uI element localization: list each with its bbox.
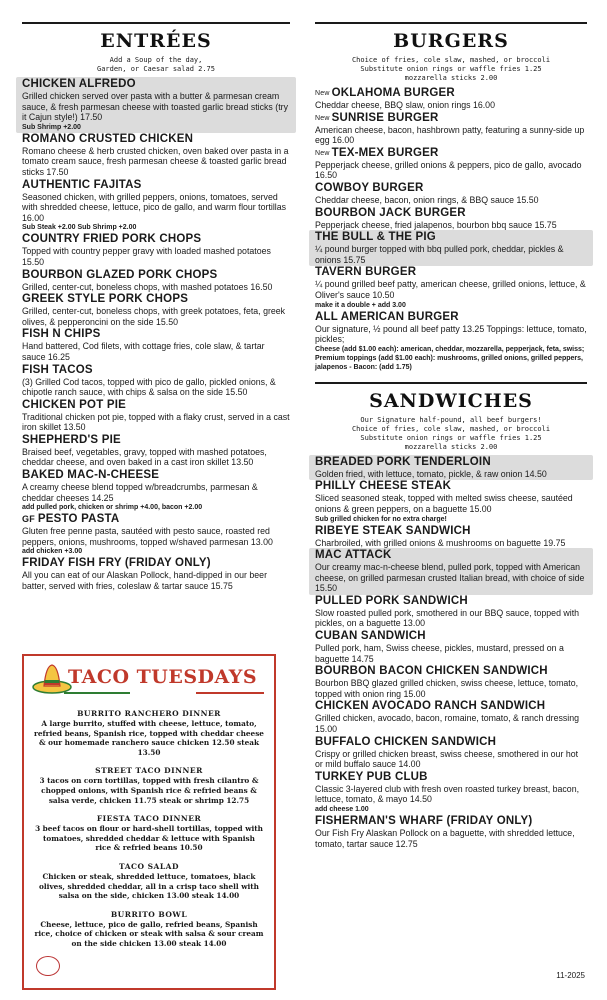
item-name-row	[22, 399, 290, 412]
menu-item	[22, 233, 290, 267]
item-name-row	[315, 266, 587, 279]
taco-menu-item	[24, 814, 274, 853]
item-description: Grilled chicken served over pasta with a butter & parmesan cream sauce, & fresh parmesan cheese with toasted garlic bread sticks (try it Cajun style!) 17.50	[22, 91, 288, 123]
item-description: American cheese, bacon, hashbrown patty, featuring a sunny-side up egg 16.00	[315, 124, 585, 146]
menu-item	[315, 771, 587, 814]
item-name-row	[22, 328, 290, 341]
menu-item	[315, 700, 587, 734]
menu-item	[22, 293, 290, 327]
taco-item-description: Chicken or steak, shredded lettuce, tomatoes, black olives, shredded cheddar, all in a crisp taco shell with salsa on the side, chicken 13.00 steak 14.00	[39, 871, 259, 901]
item-name: PHILLY CHEESE STEAK	[315, 480, 452, 493]
item-name: TAVERN BURGER	[315, 266, 417, 279]
taco-tuesdays-title: TACO TUESDAYS	[68, 666, 258, 688]
item-description: Grilled, center-cut, boneless chops, with mashed potatoes 16.50	[22, 281, 273, 292]
sandwiches-title: SANDWICHES	[369, 389, 533, 412]
taco-item-name: STREET TACO DINNER	[95, 766, 203, 776]
item-addon: Sub grilled chicken for no extra charge!	[315, 515, 447, 523]
item-name: AUTHENTIC FAJITAS	[22, 178, 142, 191]
menu-item	[315, 147, 587, 181]
item-description: Seasoned chicken, with grilled peppers, onions, tomatoes, served with shredded cheese, lettuce, pico de gallo, and warm flour tortillas 16.00	[22, 191, 287, 223]
item-name: TURKEY PUB CLUB	[315, 770, 428, 783]
item-description: Sliced seasoned steak, topped with melted swiss cheese, sautéed onions & green peppers, on a baguette 15.00	[315, 493, 573, 514]
item-name: FISH N CHIPS	[22, 328, 101, 341]
item-name: SHEPHERD'S PIE	[22, 433, 121, 446]
item-description: ¼ pound burger topped with bbq pulled pork, cheddar, pickles & onions 15.75	[315, 244, 564, 265]
item-name: OKLAHOMA BURGER	[331, 87, 455, 99]
item-name-row	[315, 771, 587, 784]
menu-item	[315, 112, 587, 146]
item-name-row	[315, 815, 587, 828]
item-name: BOURBON BACON CHICKEN SANDWICH	[315, 665, 548, 678]
item-name-row	[315, 182, 587, 195]
item-description: Gluten free penne pasta, sautéed with pesto sauce, roasted red peppers, onions, mushrooms, topped w/shaved parmesan 13.00	[22, 526, 273, 547]
item-addon: make it a double + add 3.00	[315, 301, 406, 309]
item-name-row	[22, 269, 290, 282]
item-name-row	[22, 233, 290, 246]
item-description: Crispy or grilled chicken breast, swiss cheese, smothered in our hot or mild buffalo sauce 14.00	[315, 748, 579, 770]
item-description: Our Fish Fry Alaskan Pollock on a baguette, with shredded lettuce, tomato, tartar sauce 12.75	[315, 828, 575, 849]
menu-item	[315, 525, 587, 549]
menu-item	[315, 480, 587, 523]
item-description: Pepperjack cheese, grilled onions & peppers, pico de gallo, avocado 16.50	[315, 159, 582, 181]
item-description: Braised beef, vegetables, gravy, topped with mashed potatoes, cheddar cheese, and oven baked in a cast iron skillet 13.50	[22, 446, 267, 468]
taco-item-description: Cheese, lettuce, pico de gallo, refried beans, Spanish rice, choice of chicken or steak with salsa & sour cream on the side chicken 13.00 steak 14.00	[34, 919, 264, 948]
menu-item	[22, 269, 290, 293]
item-addon: add chicken +3.00	[22, 548, 83, 556]
item-name-row	[315, 700, 587, 713]
item-name-row	[22, 434, 290, 447]
item-description: All you can eat of our Alaskan Pollock, hand-dipped in our beer batter, served with fries, coleslaw & tartar sauce 15.75	[22, 570, 268, 592]
item-name: MAC ATTACK	[315, 549, 392, 562]
menu-item	[22, 179, 290, 233]
item-name-row	[22, 293, 290, 306]
item-description: A creamy cheese blend topped w/breadcrumbs, parmesan & cheddar cheeses 14.25	[22, 482, 258, 503]
item-name: BAKED MAC-N-CHEESE	[22, 469, 160, 482]
item-name: BOURBON GLAZED PORK CHOPS	[22, 268, 218, 281]
item-description: Golden fried, with lettuce, tomato, pickle, & raw onion 14.50	[315, 468, 547, 479]
new-badge: New	[315, 90, 330, 97]
sandwiches-note: Our Signature half-pound, all beef burgers! Choice of fries, cole slaw, mashed, or broccoli Substitute onion rings or waffle fries 1.25 mozzarella sticks 2.00	[351, 415, 551, 451]
item-name: COUNTRY FRIED PORK CHOPS	[22, 233, 202, 246]
item-name-row	[22, 557, 290, 570]
item-addon: add pulled pork, chicken or shrimp +4.00, bacon +2.00	[22, 504, 203, 512]
menu-item	[22, 364, 290, 398]
burgers-title: BURGERS	[393, 30, 509, 52]
item-name: BUFFALO CHICKEN SANDWICH	[315, 735, 497, 748]
burgers-list	[315, 87, 587, 372]
menu-item	[315, 87, 587, 111]
menu-item	[22, 513, 290, 556]
item-name-row	[315, 665, 587, 678]
item-name-row	[22, 179, 290, 192]
item-name-row	[22, 133, 290, 146]
item-name-row	[315, 630, 587, 643]
taco-header	[24, 656, 274, 700]
item-name-row	[315, 311, 587, 324]
taco-item-name: BURRITO BOWL	[110, 909, 188, 919]
menu-item	[22, 399, 290, 433]
sandwiches-list	[315, 456, 587, 849]
item-name-row	[22, 469, 290, 482]
item-name-row	[315, 207, 587, 220]
taco-item-description: 3 tacos on corn tortillas, topped with fresh cilantro & chopped onions, with Spanish rice & refried beans & salsa verde, chicken 11.75 steak or shrimp 12.75	[39, 776, 259, 805]
item-name-row	[315, 231, 587, 244]
item-description: Cheddar cheese, bacon, onion rings, & BBQ sauce 15.50	[315, 194, 539, 205]
taco-menu-item	[24, 766, 274, 805]
taco-item-description: 3 beef tacos on flour or hard-shell tortillas, topped with tomatoes, shredded cheddar & lettuce with Spanish rice & refried beans 10.50	[35, 824, 263, 853]
item-description: Our signature, ½ pound all beef patty 13.25 Toppings: lettuce, tomato, pickles;	[315, 323, 587, 345]
menu-item	[22, 557, 290, 591]
sombrero-icon	[32, 660, 72, 696]
menu-item	[315, 630, 587, 664]
item-name: CHICKEN ALFREDO	[22, 78, 136, 90]
item-description: Topped with country pepper gravy with loaded mashed potatoes 15.50	[22, 246, 271, 267]
menu-item	[315, 456, 587, 480]
item-name: COWBOY BURGER	[315, 181, 424, 194]
menu-item	[22, 328, 290, 362]
menu-item	[315, 595, 587, 629]
new-badge: New	[315, 149, 330, 157]
item-description: Grilled, center-cut, boneless chops, with greek potatoes, feta, greek olives, & pepperoncini on the side 15.50	[22, 306, 286, 327]
menu-item	[22, 78, 290, 132]
right-column	[315, 0, 587, 849]
item-name: CHICKEN POT PIE	[22, 398, 126, 411]
item-description: Romano cheese & herb crusted chicken, oven baked over pasta in a tomato cream sauce, fresh parmesan cheese & toasted garlic bread sticks 17.50	[22, 145, 289, 177]
item-description: Traditional chicken pot pie, topped with a flaky crust, served in a cast iron skillet 13.50	[22, 411, 290, 433]
taco-menu-item	[24, 910, 274, 949]
menu-item	[315, 311, 587, 372]
taco-tuesdays-box	[22, 654, 276, 990]
item-name-row	[22, 513, 290, 526]
item-name: FISH TACOS	[22, 363, 93, 376]
item-name-row	[315, 595, 587, 608]
item-name: PULLED PORK SANDWICH	[315, 594, 468, 607]
item-description: Grilled chicken, avocado, bacon, romaine, tomato, & ranch dressing 15.00	[315, 713, 580, 735]
item-name-row	[315, 87, 587, 100]
item-name-row	[315, 456, 587, 469]
taco-item-name: TACO SALAD	[119, 861, 179, 871]
sandwiches-rule	[315, 382, 587, 384]
menu-item	[315, 815, 587, 849]
taco-menu-item	[24, 862, 274, 901]
menu-item	[315, 736, 587, 770]
item-addon: Cheese (add $1.00 each): american, cheddar, mozzarella, pepperjack, feta, swiss; Premium toppings (add $1.00 each): mushrooms, grilled onions, grilled peppers, jalapenos - Bacon: (add 1.75)	[315, 345, 585, 371]
item-addon: Sub Steak +2.00 Sub Shrimp +2.00	[22, 224, 137, 232]
taco-list	[24, 709, 274, 949]
item-description: Cheddar cheese, BBQ slaw, onion rings 16.00	[315, 100, 495, 110]
menu-item	[22, 133, 290, 178]
item-name-row	[315, 147, 587, 160]
item-name: ALL AMERICAN BURGER	[315, 310, 459, 323]
item-description: Slow roasted pulled pork, smothered in our BBQ sauce, topped with pickles, on a baguette 13.00	[315, 607, 580, 629]
item-name: FRIDAY FISH FRY (FRIDAY ONLY)	[22, 557, 211, 570]
gluten-free-badge: GF	[22, 514, 35, 525]
item-name: BOURBON JACK BURGER	[315, 206, 466, 219]
item-addon: add cheese 1.00	[315, 806, 369, 813]
taco-item-description: A large burrito, stuffed with cheese, lettuce, tomato, refried beans, Spanish rice, topped with cheddar cheese & our homemade ranchero sauce chicken 12.50 steak 13.50	[34, 719, 264, 757]
item-name-row	[315, 112, 587, 125]
item-name: BREADED PORK TENDERLOIN	[315, 455, 491, 468]
entrees-note: Add a Soup of the day, Garden, or Caesar salad 2.75	[96, 56, 215, 73]
new-badge: New	[315, 114, 330, 122]
item-description: Pulled pork, ham, Swiss cheese, pickles, mustard, pressed on a baguette 14.75	[315, 643, 564, 664]
item-name: TEX-MEX BURGER	[331, 146, 439, 159]
item-description: Pepperjack cheese, fried jalapenos, bourbon bbq sauce 15.75	[315, 219, 557, 230]
menu-item	[315, 266, 587, 309]
item-name: CUBAN SANDWICH	[315, 630, 426, 643]
item-name: SUNRISE BURGER	[331, 111, 439, 124]
menu-item	[315, 665, 587, 699]
item-name: THE BULL & THE PIG	[315, 231, 436, 244]
item-description: (3) Grilled Cod tacos, topped with pico de gallo, pickled onions, & chipotle ranch sauce, with chips & salsa on the side 15.50	[22, 376, 276, 398]
item-description: Our creamy mac-n-cheese blend, pulled pork, topped with American cheese, on grilled parmesan crusted Italian bread, with choice of side 15.50	[315, 562, 585, 594]
menu-item	[22, 469, 290, 512]
item-description: Charbroiled, with grilled onions & mushrooms on baguette 19.75	[315, 537, 566, 548]
entrees-title: ENTRÉES	[100, 30, 212, 52]
top-rule	[22, 22, 290, 24]
taco-item-name: FIESTA TACO DINNER	[96, 814, 202, 824]
menu-item	[315, 231, 587, 265]
entrees-list	[22, 78, 290, 592]
menu-item	[315, 182, 587, 206]
menu-item	[315, 549, 587, 594]
item-name: RIBEYE STEAK SANDWICH	[315, 524, 471, 537]
restaurant-logo-icon	[36, 956, 60, 976]
taco-menu-item	[24, 709, 274, 757]
item-name: GREEK STYLE PORK CHOPS	[22, 293, 189, 306]
item-name: CHICKEN AVOCADO RANCH SANDWICH	[315, 700, 546, 713]
item-name: FISHERMAN'S WHARF (FRIDAY ONLY)	[315, 815, 533, 827]
top-rule-right	[315, 22, 587, 24]
item-name-row	[315, 525, 587, 538]
item-description: Bourbon BBQ glazed grilled chicken, swiss cheese, lettuce, tomato, topped with onion ring 15.00	[315, 678, 579, 699]
flag-stripe	[64, 692, 264, 694]
item-name-row	[315, 480, 587, 493]
item-name-row	[315, 549, 587, 562]
date-code: 11-2025	[556, 971, 585, 980]
item-addon: Sub Shrimp +2.00	[22, 123, 81, 131]
item-description: Classic 3-layered club with fresh oven roasted turkey breast, bacon, lettuce, tomato, & mayo 14.50	[315, 783, 580, 805]
burgers-note: Choice of fries, cole slaw, mashed, or broccoli Substitute onion rings or waffle fries 1.25 mozzarella sticks 2.00	[351, 56, 551, 82]
left-column	[22, 0, 290, 592]
item-name: ROMANO CRUSTED CHICKEN	[22, 132, 194, 145]
item-description: Hand battered, Cod filets, with cottage fries, cole slaw, & tartar sauce 16.25	[22, 341, 265, 362]
item-description: ¼ pound grilled beef patty, american cheese, grilled onions, lettuce, & Oliver's sauce 10.50	[315, 279, 586, 300]
menu-item	[315, 207, 587, 231]
item-name: PESTO PASTA	[37, 513, 120, 526]
taco-item-name: BURRITO RANCHERO DINNER	[77, 709, 221, 718]
menu-item	[22, 434, 290, 468]
item-name-row	[22, 78, 290, 91]
item-name-row	[22, 364, 290, 377]
item-name-row	[315, 736, 587, 749]
